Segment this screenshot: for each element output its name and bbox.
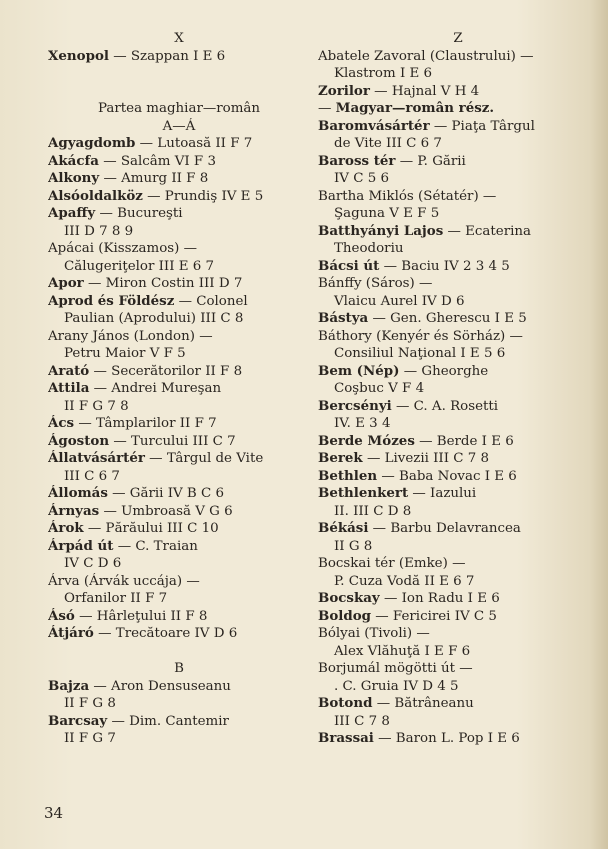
street-entry-continuation: II. III C D 8 [334, 503, 412, 519]
right-column [318, 30, 598, 748]
street-entry-continuation: de Vite III C 6 7 [334, 136, 442, 151]
section-letter: B [174, 661, 184, 676]
street-entry: Apor — Miron Costin III D 7 [48, 275, 243, 291]
street-entry: Állomás — Gării IV B C 6 [48, 485, 225, 501]
street-entry: Bácsi út — Baciu IV 2 3 4 5 [318, 257, 510, 274]
street-entry: Bercsényi — C. A. Rosetti [318, 397, 499, 414]
street-entry: Borjumál mögötti út — [318, 661, 473, 676]
street-entry: Batthyányi Lajos — Ecaterina [318, 222, 531, 239]
street-entry: Alkony — Amurg II F 8 [48, 170, 209, 186]
street-entry: Bajza — Aron Densuseanu [48, 677, 231, 694]
section-heading: Partea maghiar—român [97, 101, 261, 116]
street-entry-continuation: II F G 7 8 [64, 398, 129, 414]
street-entry-continuation: III D 7 8 9 [64, 223, 134, 239]
street-entry: Apaffy — Bucureşti [48, 205, 183, 221]
street-entry: Barcsay — Dim. Cantemir [48, 712, 229, 729]
street-entry: Bartha Miklós (Sétatér) — [318, 188, 497, 204]
section-letter: X [174, 31, 184, 46]
left-column [48, 30, 310, 748]
street-entry: Bólyai (Tivoli) — [318, 626, 430, 641]
street-entry: — Magyar—român rész. [318, 100, 495, 116]
street-entry: Berek — Livezii III C 7 8 [318, 450, 490, 466]
street-entry: Átjáró — Trecătoare IV D 6 [48, 625, 238, 641]
street-entry-continuation: III C 6 7 [64, 468, 120, 484]
street-entry-continuation: Consiliul Naţional I E 5 6 [334, 346, 506, 361]
spacer [48, 65, 310, 100]
street-entry: Bánffy (Sáros) — [318, 276, 433, 291]
street-entry: Aprod és Földész — Colonel [48, 292, 248, 309]
street-entry-continuation: II G 8 [334, 538, 373, 554]
street-entry-continuation: IV C 5 6 [334, 171, 390, 186]
street-entry-continuation: Orfanilor II F 7 [64, 591, 168, 606]
street-entry-continuation: Călugeriţelor III E 6 7 [64, 258, 215, 274]
page-number: 34 [44, 804, 64, 822]
street-entry: Berde Mózes — Berde I E 6 [318, 432, 514, 449]
street-entry: Attila — Andrei Mureşan [48, 380, 222, 396]
street-entry: Baross tér — P. Gării [318, 152, 466, 169]
street-entry: Árpád út — C. Traian [48, 537, 198, 554]
street-entry: Állatvásártér — Târgul de Vite [48, 450, 264, 466]
street-entry-continuation: Vlaicu Aurel IV D 6 [334, 293, 465, 309]
street-entry: Bocskai tér (Emke) — [318, 556, 466, 571]
street-entry-continuation: IV C D 6 [64, 556, 122, 571]
street-entry: Árok — Părăului III C 10 [48, 520, 219, 536]
section-letter: Z [453, 31, 463, 46]
street-entry: Árva (Árvák uccája) — [48, 573, 200, 589]
street-entry: Brassai — Baron L. Pop I E 6 [318, 730, 520, 746]
street-entry-continuation: Petru Maior V F 5 [64, 346, 186, 361]
street-entry: Apácai (Kisszamos) — [48, 241, 198, 256]
street-entry-continuation: P. Cuza Vodă II E 6 7 [334, 573, 475, 589]
street-entry-continuation: Theodoriu [334, 241, 404, 256]
street-entry-continuation: . C. Gruia IV D 4 5 [334, 678, 459, 694]
spacer [48, 643, 310, 661]
street-entry: Arató — Secerătorilor II F 8 [48, 362, 243, 379]
street-entry: Arany János (London) — [48, 328, 213, 344]
street-entry: Akácfa — Salcâm VI F 3 [48, 152, 217, 169]
street-entry: Ács — Tâmplarilor II F 7 [48, 415, 217, 431]
street-entry: Árnyas — Umbroasă V G 6 [48, 502, 233, 519]
street-entry: Alsóoldalköz — Prundiş IV E 5 [48, 187, 264, 204]
street-entry: Ásó — Hârleţului II F 8 [48, 607, 208, 624]
street-entry: Agyagdomb — Lutoasă II F 7 [48, 135, 253, 151]
street-entry-continuation: II F G 7 [64, 731, 116, 746]
street-entry: Bethlenkert — Iazului [318, 485, 477, 501]
street-entry: Zorilor — Hajnal V H 4 [318, 82, 480, 99]
street-entry: Baromvásártér — Piaţa Târgul [318, 117, 535, 134]
street-entry-continuation: III C 7 8 [334, 713, 390, 729]
street-entry-continuation: Şaguna V E F 5 [334, 206, 440, 221]
street-entry: Botond — Bătrâneanu [318, 695, 474, 711]
street-entry: Boldog — Fericirei IV C 5 [318, 607, 497, 624]
street-entry: Bástya — Gen. Gherescu I E 5 [318, 310, 527, 326]
street-entry: Báthory (Kenyér és Sörház) — [318, 328, 523, 344]
street-entry-continuation: II F G 8 [64, 696, 116, 711]
street-entry-continuation: Paulian (Aprodului) III C 8 [64, 311, 244, 326]
street-entry: Ágoston — Turcului III C 7 [48, 432, 236, 449]
street-entry-continuation: Coşbuc V F 4 [334, 381, 425, 396]
street-entry: Abatele Zavoral (Claustrului) — [318, 48, 534, 64]
street-entry-continuation: Klastrom I E 6 [334, 66, 433, 81]
street-entry-continuation: Alex Vlăhuţă I E F 6 [334, 643, 471, 659]
street-entry: Bem (Nép) — Gheorghe [318, 362, 489, 379]
street-entry-continuation: IV. E 3 4 [334, 416, 391, 431]
street-entry: Bocskay — Ion Radu I E 6 [318, 590, 500, 606]
street-entry: Bethlen — Baba Novac I E 6 [318, 467, 517, 484]
section-letter: A—Á [162, 118, 196, 134]
street-entry: Xenopol — Szappan I E 6 [48, 47, 226, 64]
street-entry: Békási — Barbu Delavrancea [318, 520, 521, 536]
